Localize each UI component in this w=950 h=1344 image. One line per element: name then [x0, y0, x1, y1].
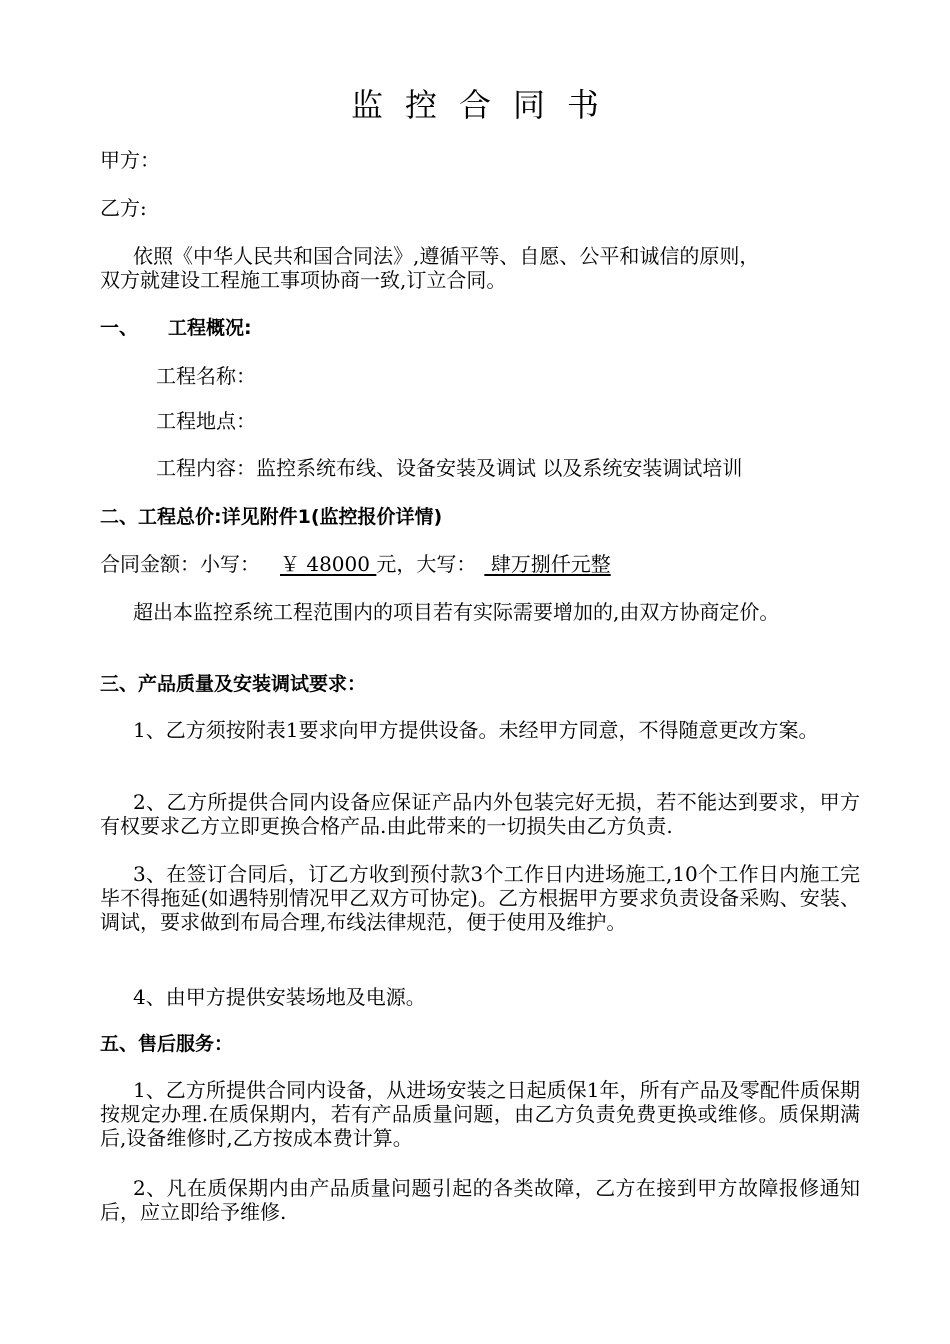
contract-amount-line: [100, 552, 611, 576]
party-a-label: 甲方：: [100, 148, 160, 172]
project-location-label: 工程地点：: [156, 409, 256, 433]
amount-large-value: 肆万捌仟元整: [484, 552, 611, 576]
section5-item-1: 1、乙方所提供合同内设备，从进场安装之日起质保1年，所有产品及零配件质保期按规定办理.在质保期内，若有产品质量问题，由乙方负责免费更换或维修。质保期满后,设备维修时,乙方按成本费计算。: [100, 1078, 860, 1150]
amount-mid-label: 元，大写：: [376, 552, 477, 576]
project-name-label: 工程名称：: [156, 364, 256, 388]
section3-item-3: 3、在签订合同后，订乙方收到预付款3个工作日内进场施工,10个工作日内施工完毕不得拖延(如遇特别情况甲乙双方可协定)。乙方根据甲方要求负责设备采购、安装、调试，要求做到布局合理,布线法律规范，便于使用及维护。: [100, 862, 860, 934]
page-title: 监控合同书: [350, 86, 621, 124]
section1-heading-num: 一、: [100, 317, 139, 339]
section3-item-2: 2、乙方所提供合同内设备应保证产品内外包装完好无损，若不能达到要求，甲方有权要求乙方立即更换合格产品.由此带来的一切损失由乙方负责.: [100, 790, 860, 838]
amount-prefix: 合同金额：小写：: [100, 552, 260, 576]
section3-item-4: 4、由甲方提供安装场地及电源。: [133, 985, 426, 1009]
project-content-line: 工程内容：监控系统布线、设备安装及调试 以及系统安装调试培训: [156, 456, 743, 480]
intro-line-1: 依照《中华人民共和国合同法》,遵循平等、自愿、公平和诚信的原则，: [133, 244, 760, 268]
party-b-label: 乙方:: [100, 196, 147, 220]
intro-line-2: 双方就建设工程施工事项协商一致,订立合同。: [100, 268, 507, 292]
section3-heading: 三、产品质量及安装调试要求：: [100, 673, 367, 695]
section1-heading: [100, 316, 252, 340]
amount-small-value: ￥ 48000: [280, 552, 377, 576]
section5-heading: 五、售后服务：: [100, 1033, 234, 1055]
section5-item-2: 2、凡在质保期内由产品质量问题引起的各类故障，乙方在接到甲方故障报修通知后，应立即给予维修.: [100, 1176, 860, 1224]
section1-heading-text: 工程概况:: [168, 317, 252, 339]
section3-item-1: 1、乙方须按附表1要求向甲方提供设备。未经甲方同意，不得随意更改方案。: [133, 718, 819, 742]
section2-heading: 二、工程总价:详见附件1(监控报价详情): [100, 506, 443, 528]
extra-pricing-note: 超出本监控系统工程范围内的项目若有实际需要增加的,由双方协商定价。: [133, 600, 780, 624]
